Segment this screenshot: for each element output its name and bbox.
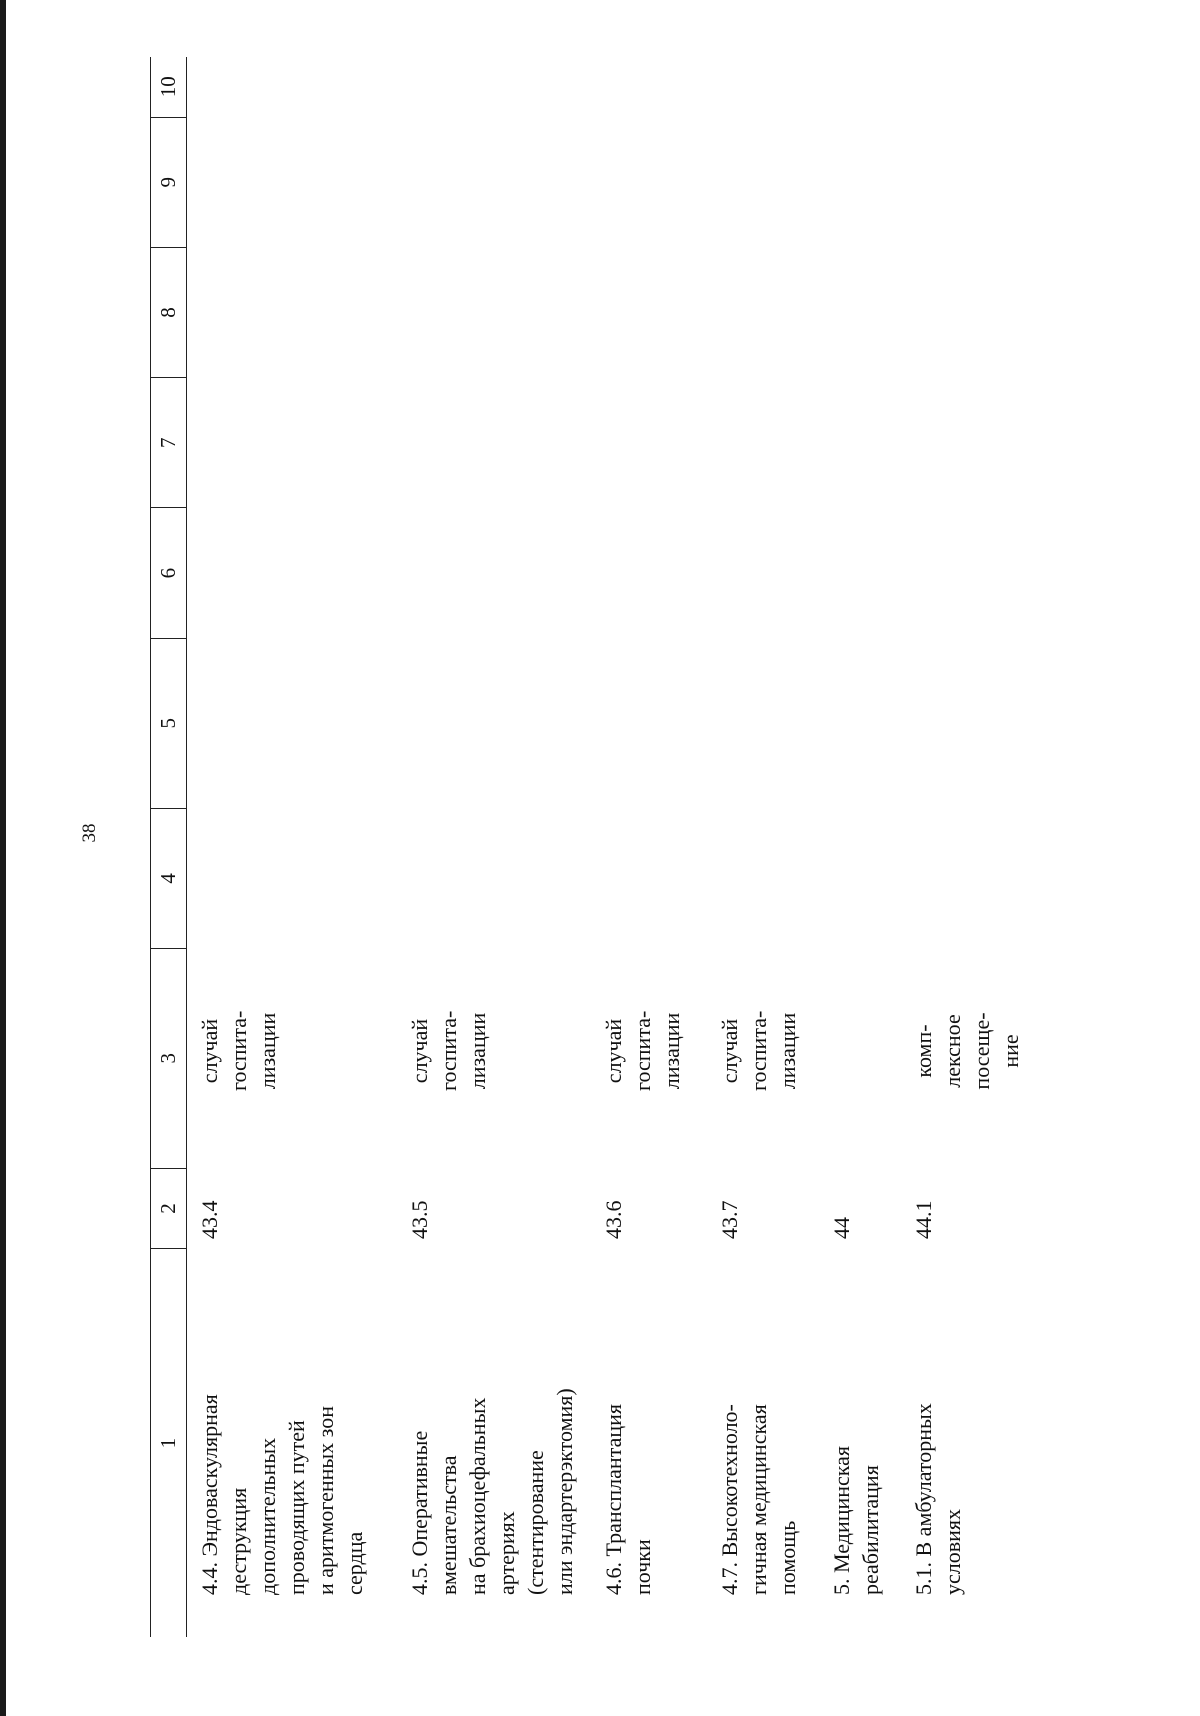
row-name-line: гичная медицинская bbox=[746, 1404, 771, 1595]
row-unit-line: случай bbox=[197, 1018, 222, 1084]
row-name-line: 4.6. Трансплантация bbox=[601, 1403, 626, 1595]
scan-edge bbox=[0, 0, 6, 1716]
row-unit-line: лизации bbox=[255, 1012, 280, 1090]
column-header: 1 bbox=[151, 1248, 186, 1637]
row-name-line: 4.7. Высокотехноло- bbox=[717, 1404, 742, 1595]
row-name-line: и аритмогенных зон bbox=[313, 1405, 338, 1595]
continuation-label bbox=[108, 0, 148, 395]
row-name-line: артериях bbox=[494, 1511, 519, 1595]
row-unit-cell bbox=[901, 947, 1041, 1167]
row-unit-line: лексное bbox=[940, 1014, 965, 1088]
row-unit-cell bbox=[819, 947, 901, 1167]
row-unit-line: ние bbox=[998, 1034, 1023, 1068]
data-table bbox=[150, 57, 1023, 1637]
row-name-line: 4.4. Эндоваскулярная bbox=[197, 1394, 222, 1595]
column-header: 5 bbox=[151, 638, 186, 808]
row-unit-line: случай bbox=[407, 1018, 432, 1084]
column-header: 8 bbox=[151, 247, 186, 377]
row-unit-line: госпита- bbox=[746, 1010, 771, 1091]
table-row bbox=[591, 57, 707, 1637]
row-code-cell: 43.4 bbox=[197, 1200, 222, 1239]
column-header: 6 bbox=[151, 507, 186, 637]
row-name-cell bbox=[819, 1247, 901, 1637]
row-unit-line: лизации bbox=[775, 1012, 800, 1090]
row-unit-cell bbox=[187, 947, 397, 1167]
row-name-cell bbox=[707, 1247, 819, 1637]
table-row bbox=[397, 57, 591, 1637]
row-name-cell bbox=[901, 1247, 1041, 1637]
row-code-cell: 44.1 bbox=[911, 1200, 936, 1239]
row-name-cell bbox=[397, 1247, 591, 1637]
row-name-line: почки bbox=[630, 1539, 655, 1595]
row-unit-line: случай bbox=[717, 1018, 742, 1084]
table-row bbox=[187, 57, 397, 1637]
row-name-line: 4.5. Оперативные bbox=[407, 1430, 432, 1595]
row-name-line: на брахиоцефальных bbox=[465, 1397, 490, 1595]
row-unit-line: случай bbox=[601, 1018, 626, 1084]
row-code-cell: 43.5 bbox=[407, 1200, 432, 1239]
table-header bbox=[150, 57, 187, 1637]
column-header: 2 bbox=[151, 1168, 186, 1249]
column-header: 9 bbox=[151, 117, 186, 247]
row-unit-line: лизации bbox=[659, 1012, 684, 1090]
table-row bbox=[819, 57, 901, 1637]
row-unit-line: госпита- bbox=[436, 1010, 461, 1091]
column-header: 4 bbox=[151, 808, 186, 948]
row-name-line: помощь bbox=[775, 1520, 800, 1595]
row-unit-cell bbox=[591, 947, 707, 1167]
row-name-line: проводящих путей bbox=[284, 1420, 309, 1595]
row-name-line: или эндартерэктомия) bbox=[552, 1388, 577, 1595]
row-unit-cell bbox=[397, 947, 591, 1167]
row-code-cell: 43.7 bbox=[717, 1200, 742, 1239]
row-name-line: 5.1. В амбулаторных bbox=[911, 1403, 936, 1595]
row-unit-line: госпита- bbox=[226, 1010, 251, 1091]
row-name-line: 5. Медицинская bbox=[829, 1445, 854, 1595]
row-code-cell: 43.6 bbox=[601, 1200, 626, 1239]
row-name-line: деструкция bbox=[226, 1487, 251, 1595]
table-row bbox=[707, 57, 819, 1637]
row-name-line: вмешательства bbox=[436, 1455, 461, 1595]
row-unit-line: госпита- bbox=[630, 1010, 655, 1091]
row-unit-line: комп- bbox=[911, 1024, 936, 1078]
row-name-line: дополнительных bbox=[255, 1437, 280, 1595]
row-name-line: (стентирование bbox=[523, 1450, 548, 1595]
row-code-cell: 44 bbox=[829, 1217, 854, 1239]
row-unit-line: лизации bbox=[465, 1012, 490, 1090]
table-row bbox=[901, 57, 1041, 1637]
column-header: 3 bbox=[151, 948, 186, 1168]
row-unit-line: посеще- bbox=[969, 1012, 994, 1090]
row-unit-cell bbox=[707, 947, 819, 1167]
page-number: 38 bbox=[79, 823, 100, 843]
column-header: 7 bbox=[151, 377, 186, 507]
row-name-line: реабилитация bbox=[858, 1465, 883, 1595]
row-name-cell bbox=[187, 1247, 397, 1637]
row-name-line: сердца bbox=[342, 1531, 367, 1595]
column-header: 10 bbox=[156, 76, 180, 98]
row-name-line: условиях bbox=[940, 1508, 965, 1595]
row-name-cell bbox=[591, 1247, 707, 1637]
